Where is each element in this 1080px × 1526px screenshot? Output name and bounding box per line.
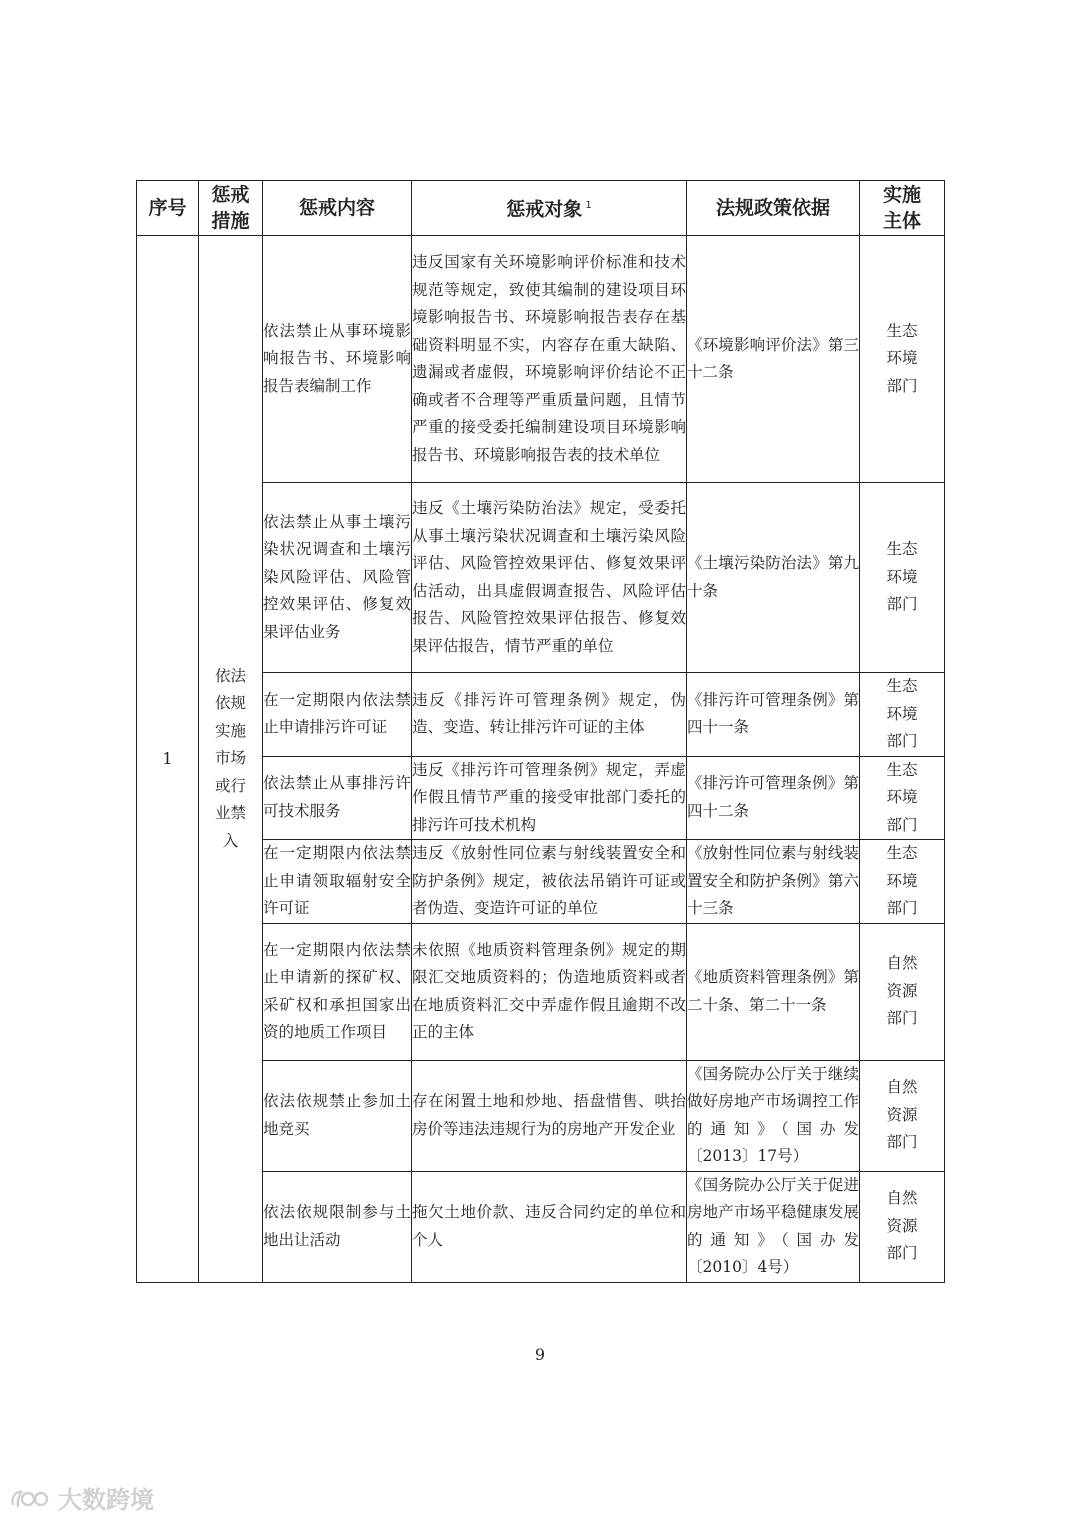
- basis-cell: 《土壤污染防治法》第九十条: [687, 483, 860, 673]
- header-content: 惩戒内容: [263, 181, 412, 236]
- measure-cell: 依法依规实施市场或行业禁入: [199, 236, 263, 1283]
- watermark: [8, 1480, 154, 1515]
- table-row: [137, 236, 945, 483]
- header-agency: 实施主体: [860, 181, 945, 236]
- agency-cell: 生态环境部门: [860, 756, 945, 840]
- content-cell: 在一定期限内依法禁止申请新的探矿权、采矿权和承担国家出资的地质工作项目: [263, 923, 412, 1060]
- basis-cell: 《放射性同位素与射线装置安全和防护条例》第六十三条: [687, 840, 860, 924]
- table-header-row: [137, 181, 945, 236]
- target-cell: 拖欠土地价款、违反合同约定的单位和个人: [412, 1171, 687, 1282]
- footnote-marker: 1: [585, 200, 592, 212]
- basis-cell: 《地质资料管理条例》第二十条、第二十一条: [687, 923, 860, 1060]
- basis-cell: 《排污许可管理条例》第四十一条: [687, 673, 860, 757]
- content-cell: 在一定期限内依法禁止申请领取辐射安全许可证: [263, 840, 412, 924]
- agency-cell: 生态环境部门: [860, 840, 945, 924]
- target-cell: 违反《放射性同位素与射线装置安全和防护条例》规定，被依法吊销许可证或者伪造、变造许可证的单位: [412, 840, 687, 924]
- target-cell: 违反《土壤污染防治法》规定，受委托从事土壤污染状况调查和土壤污染风险评估、风险管控效果评估、修复效果评估活动，出具虚假调查报告、风险评估报告、风险管控效果评估报告、修复效果评估报告，情节严重的单位: [412, 483, 687, 673]
- content-cell: 依法禁止从事土壤污染状况调查和土壤污染风险评估、风险管控效果评估、修复效果评估业务: [263, 483, 412, 673]
- agency-cell: 自然资源部门: [860, 923, 945, 1060]
- target-cell: 违反国家有关环境影响评价标准和技术规范等规定，致使其编制的建设项目环境影响报告书、环境影响报告表存在基础资料明显不实，内容存在重大缺陷、遗漏或者虚假，环境影响评价结论不正确或者不合理等严重质量问题，且情节严重的接受委托编制建设项目环境影响报告书、环境影响报告表的技术单位: [412, 236, 687, 483]
- basis-cell: 《排污许可管理条例》第四十二条: [687, 756, 860, 840]
- content-cell: 在一定期限内依法禁止申请排污许可证: [263, 673, 412, 757]
- index-cell: 1: [137, 236, 199, 1283]
- watermark-logo-icon: [8, 1483, 54, 1513]
- agency-cell: 生态环境部门: [860, 483, 945, 673]
- header-basis: 法规政策依据: [687, 181, 860, 236]
- penalty-table: [136, 180, 945, 1283]
- content-cell: 依法禁止从事环境影响报告书、环境影响报告表编制工作: [263, 236, 412, 483]
- header-target: 惩戒对象 $^1$: [412, 181, 687, 236]
- content-cell: 依法依规限制参与土地出让活动: [263, 1171, 412, 1282]
- agency-cell: 自然资源部门: [860, 1171, 945, 1282]
- basis-cell: 《环境影响评价法》第三十二条: [687, 236, 860, 483]
- agency-cell: 生态环境部门: [860, 236, 945, 483]
- watermark-text: 大数跨境: [58, 1486, 154, 1514]
- header-measure: 惩戒措施: [199, 181, 263, 236]
- header-index: 序号: [137, 181, 199, 236]
- agency-cell: 生态环境部门: [860, 673, 945, 757]
- content-cell: 依法禁止从事排污许可技术服务: [263, 756, 412, 840]
- target-cell: 存在闲置土地和炒地、捂盘惜售、哄抬房价等违法违规行为的房地产开发企业: [412, 1060, 687, 1171]
- target-cell: 未依照《地质资料管理条例》规定的期限汇交地质资料的；伪造地质资料或者在地质资料汇交中弄虚作假且逾期不改正的主体: [412, 923, 687, 1060]
- content-cell: 依法依规禁止参加土地竞买: [263, 1060, 412, 1171]
- agency-cell: 自然资源部门: [860, 1060, 945, 1171]
- basis-cell: 《国务院办公厅关于继续做好房地产市场调控工作的通知》（国办发〔2013〕17号）: [687, 1060, 860, 1171]
- target-cell: 违反《排污许可管理条例》规定，弄虚作假且情节严重的接受审批部门委托的排污许可技术机构: [412, 756, 687, 840]
- page-number: 9: [534, 1345, 546, 1364]
- target-cell: 违反《排污许可管理条例》规定，伪造、变造、转让排污许可证的主体: [412, 673, 687, 757]
- basis-cell: 《国务院办公厅关于促进房地产市场平稳健康发展的通知》（国办发〔2010〕4号）: [687, 1171, 860, 1282]
